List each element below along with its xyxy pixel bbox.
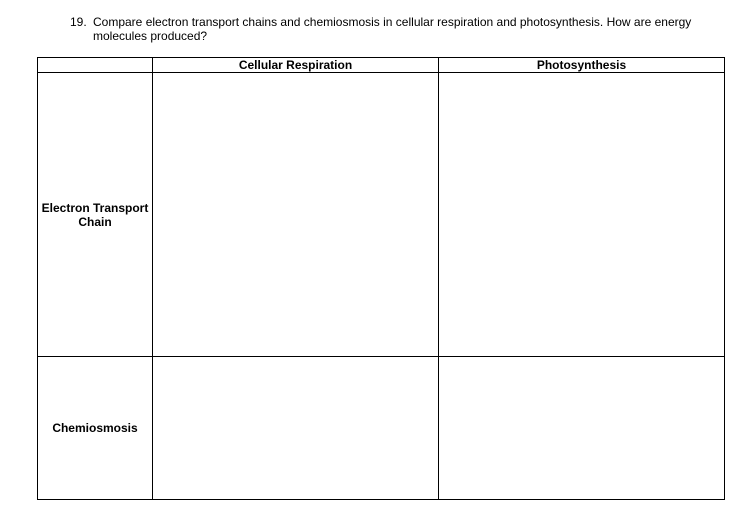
comparison-table bbox=[37, 57, 725, 500]
row-label-electron-transport-chain: Electron Transport Chain bbox=[38, 73, 153, 357]
answer-cell-etc-cellular-respiration[interactable] bbox=[153, 73, 439, 357]
table-row bbox=[38, 73, 725, 357]
answer-cell-chemiosmosis-cellular-respiration[interactable] bbox=[153, 357, 439, 500]
header-corner-cell bbox=[38, 58, 153, 73]
question-text: Compare electron transport chains and chemiosmosis in cellular respiration and photosynthesis. How are energy molecules produced? bbox=[93, 15, 692, 43]
header-cellular-respiration: Cellular Respiration bbox=[153, 58, 439, 73]
question bbox=[70, 15, 710, 43]
question-number: 19. bbox=[70, 15, 87, 29]
answer-cell-etc-photosynthesis[interactable] bbox=[439, 73, 725, 357]
table-header-row bbox=[38, 58, 725, 73]
answer-cell-chemiosmosis-photosynthesis[interactable] bbox=[439, 357, 725, 500]
table-row bbox=[38, 357, 725, 500]
header-photosynthesis: Photosynthesis bbox=[439, 58, 725, 73]
row-label-chemiosmosis: Chemiosmosis bbox=[38, 357, 153, 500]
